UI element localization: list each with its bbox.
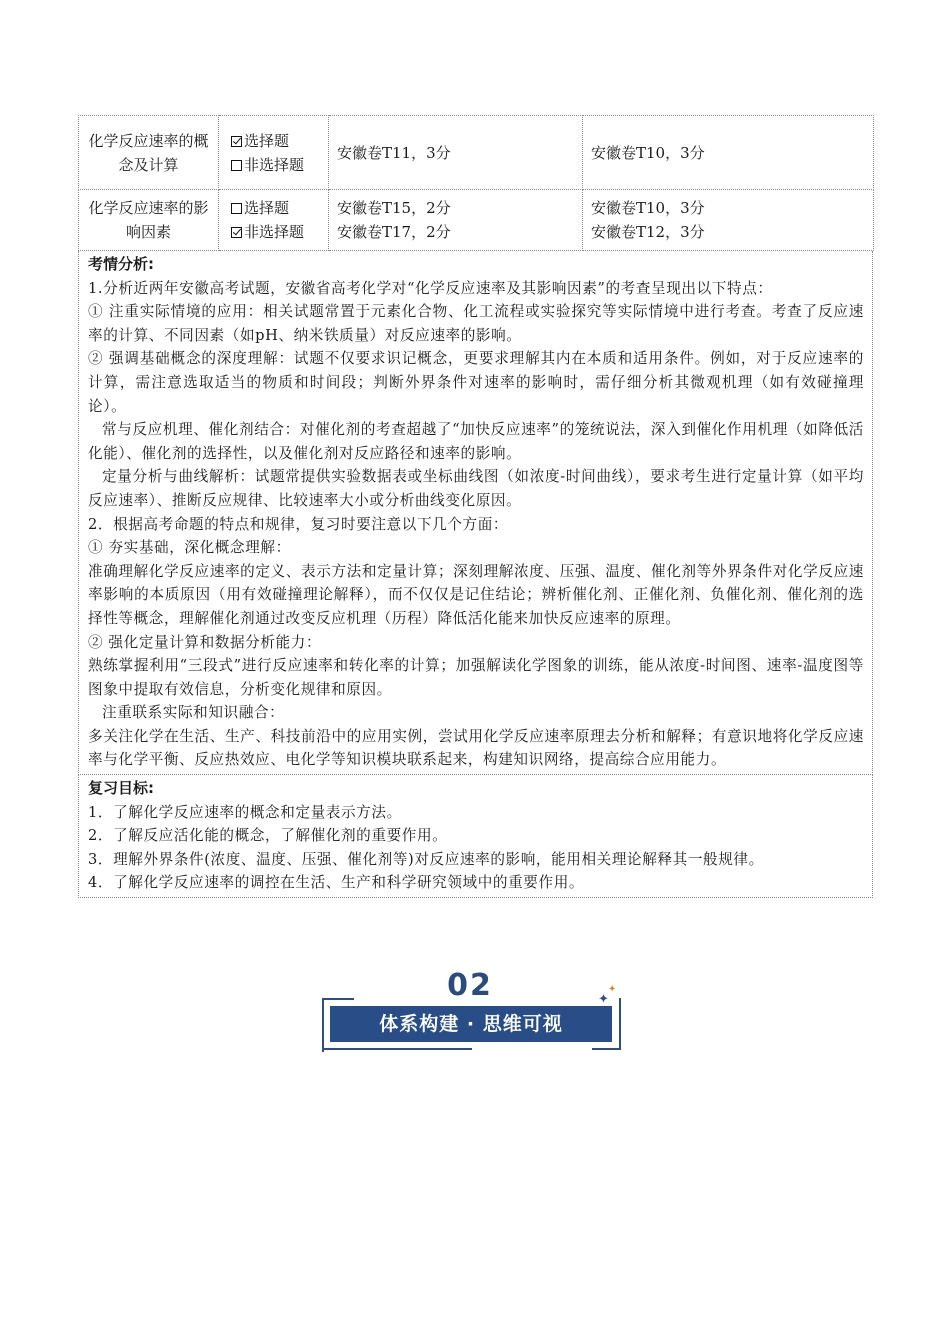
sparkle-icon: ✦ <box>598 992 609 1007</box>
section-banner <box>322 966 622 1056</box>
score-entry: 安徽卷T10，3分 <box>591 199 705 217</box>
analysis-paragraph: 准确理解化学反应速率的定义、表示方法和定量计算；深刻理解浓度、压强、温度、催化剂等外界条件对化学反应速率影响的本质原因（用有效碰撞理论解释），而不仅仅是记住结论；辨析催化剂、正催化剂、负催化剂、催化剂的选择性等概念，理解催化剂通过改变反应机理（历程）降低活化能来加快反应速率的原理。 <box>88 562 864 627</box>
analysis-section <box>78 251 873 775</box>
analysis-paragraph: 定量分析与曲线解析：试题常提供实验数据表或坐标曲线图（如浓度-时间曲线），要求考生进行定量计算（如平均反应速率）、推断反应规律、比较速率大小或分析曲线变化原因。 <box>88 468 864 509</box>
analysis-paragraph: 2．根据高考命题的特点和规律，复习时要注意以下几个方面： <box>88 515 509 533</box>
banner-frame-bottom <box>322 1048 472 1050</box>
topic-cell: 化学反应速率的概念及计算 <box>79 116 219 190</box>
question-type-option <box>231 153 328 177</box>
exam-table <box>78 115 874 251</box>
goals-list <box>88 801 864 895</box>
analysis-paragraph: 注重联系实际和知识融合： <box>102 704 285 722</box>
table-row <box>79 116 874 190</box>
year2-score-cell <box>583 190 874 251</box>
exam-analysis-sheet <box>78 115 873 898</box>
section-number: 02 <box>447 968 493 1003</box>
goal-item: 2．了解反应活化能的概念，了解催化剂的重要作用。 <box>88 827 448 845</box>
section-title: 体系构建 · 思维可视 <box>330 1006 612 1042</box>
year2-score-cell <box>583 116 874 190</box>
question-type-option <box>231 129 328 153</box>
goal-item: 3．理解外界条件(浓度、温度、压强、催化剂等)对反应速率的影响，能用相关理论解释其一般规律。 <box>88 850 764 868</box>
analysis-paragraph: 多关注化学在生活、生产、科技前沿中的应用实例，尝试用化学反应速率原理去分析和解释；有意识地将化学反应速率与化学平衡、反应热效应、电化学等知识模块联系起来，构建知识网络，提高综合应用能力。 <box>88 727 864 769</box>
option-label: 非选择题 <box>244 155 305 174</box>
option-label: 选择题 <box>244 131 290 150</box>
analysis-heading: 考情分析: <box>88 255 154 273</box>
checkbox-empty-icon <box>231 160 242 171</box>
analysis-paragraph: ② 强化定量计算和数据分析能力： <box>88 633 322 651</box>
year1-score-cell <box>329 190 583 251</box>
analysis-paragraph: ① 注重实际情境的应用：相关试题常置于元素化合物、化工流程或实验探究等实际情境中进行考查。考查了反应速率的计算、不同因素（如pH、纳米铁质量）对反应速率的影响。 <box>88 303 864 344</box>
checkbox-checked-icon <box>231 227 242 238</box>
goal-item: 4．了解化学反应速率的调控在生活、生产和科学研究领域中的重要作用。 <box>88 874 585 892</box>
goal-item: 1．了解化学反应速率的概念和定量表示方法。 <box>88 803 402 821</box>
topic-cell: 化学反应速率的影响因素 <box>79 190 219 251</box>
analysis-paragraph: 常与反应机理、催化剂结合：对催化剂的考查超越了“加快反应速率”的笼统说法，深入到催化作用机理（如降低活化能）、催化剂的选择性，以及催化剂对反应路径和速率的影响。 <box>88 421 864 462</box>
analysis-paragraph: 熟练掌握利用“三段式”进行反应速率和转化率的计算；加强解读化学图象的训练，能从浓度-时间图、速率-温度图等图象中提取有效信息，分析变化规律和原因。 <box>88 657 864 698</box>
score-entry: 安徽卷T17，2分 <box>337 223 451 241</box>
question-type-cell <box>219 190 329 251</box>
analysis-paragraph: 1.分析近两年安徽高考试题，安徽省高考化学对“化学反应速率及其影响因素”的考查呈现出以下特点： <box>88 279 773 297</box>
option-label: 选择题 <box>244 199 290 217</box>
goals-heading: 复习目标: <box>88 779 154 798</box>
sparkle-small-icon: ✦ <box>608 984 617 995</box>
analysis-body <box>88 277 864 772</box>
question-type-option <box>231 220 328 244</box>
score-entry: 安徽卷T12，3分 <box>591 223 705 241</box>
table-row <box>79 190 874 251</box>
year1-score-cell <box>329 116 583 190</box>
goals-section <box>78 775 873 898</box>
checkbox-empty-icon <box>231 203 242 214</box>
question-type-cell <box>219 116 329 190</box>
analysis-paragraph: ① 夯实基础，深化概念理解： <box>88 539 291 557</box>
score-entry: 安徽卷T11，3分 <box>337 143 451 162</box>
score-entry: 安徽卷T10，3分 <box>591 143 705 162</box>
question-type-option <box>231 196 328 220</box>
option-label: 非选择题 <box>244 223 305 241</box>
score-entry: 安徽卷T15，2分 <box>337 199 451 217</box>
analysis-paragraph: ② 强调基础概念的深度理解：试题不仅要求识记概念，更要求理解其内在本质和适用条件。例如，对于反应速率的计算，需注意选取适当的物质和时间段；判断外界条件对速率的影响时，需仔细分析其微观机理（如有效碰撞理论）。 <box>88 350 864 415</box>
checkbox-checked-icon <box>231 136 242 147</box>
